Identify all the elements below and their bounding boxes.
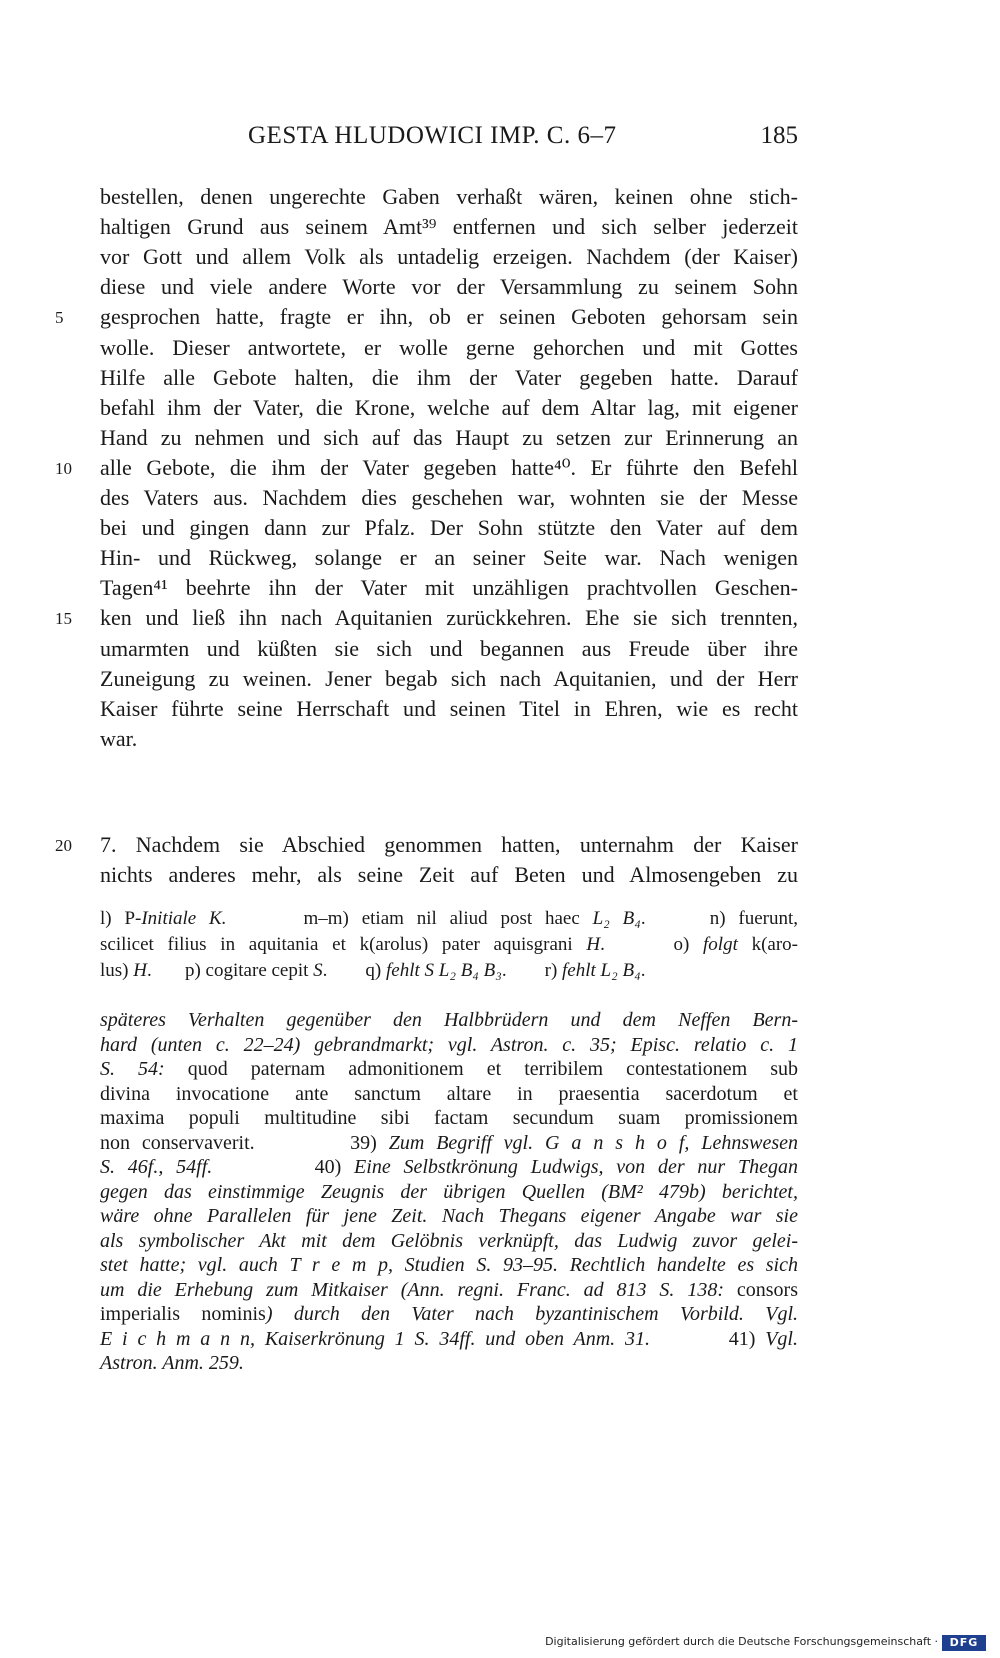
text-line: diese und viele andere Worte vor der Versammlung zu seinem Sohn [100, 274, 798, 300]
text-line: Tagen⁴¹ beehrte ihn der Vater mit unzähligen prachtvollen Geschen- [100, 575, 798, 601]
note-line: gegen das einstimmige Zeugnis der übrigen Quellen (BM² 479b) berichtet, [100, 1180, 798, 1203]
note-line: Astron. Anm. 259. [100, 1352, 244, 1374]
text-line: Zuneigung zu weinen. Jener begab sich nach Aquitanien, und der Herr [100, 665, 798, 691]
line-number: 5 [55, 308, 64, 328]
text-line: nichts anderes mehr, als seine Zeit auf Beten und Almosengeben zu [100, 862, 798, 887]
text-line: Hin- und Rückweg, solange er an seiner Seite war. Nach wenigen [100, 545, 798, 571]
text-line: alle Gebote, die ihm der Vater gegeben hatte⁴⁰. Er führte den Befehl [100, 454, 798, 480]
text-line: des Vaters aus. Nachdem dies geschehen war, wohnten sie der Messe [100, 485, 798, 510]
note-line: non conservaverit. 39) Zum Begriff vgl. G a n s h o f, Lehnswesen [100, 1131, 798, 1154]
note-line: maxima populi multitudine sibi factam secundum suam promissionem [100, 1107, 798, 1129]
text-line: Hilfe alle Gebote halten, die ihm der Vater gegeben hatte. Darauf [100, 364, 798, 390]
variant-line: l) P-Initiale K. m–m) etiam nil aliud post haec L₂ B₄. n) fuerunt, [100, 908, 799, 929]
note-line: um die Erhebung zum Mitkaiser (Ann. regni. Franc. ad 813 S. 138: consors [100, 1278, 798, 1301]
note-line: divina invocatione ante sanctum altare in praesentia sacerdotum et [100, 1082, 798, 1105]
note-line: S. 54: quod paternam admonitionem et terribilem contestationem sub [100, 1058, 798, 1080]
text-line: wolle. Dieser antwortete, er wolle gerne gehorchen und mit Gottes [100, 334, 798, 360]
note-line: imperialis nominis) durch den Vater nach byzantinischem Vorbild. Vgl. [100, 1303, 798, 1325]
line-number: 10 [55, 458, 72, 478]
note-line: stet hatte; vgl. auch T r e m p, Studien S. 93–95. Rechtlich handelte es sich [100, 1254, 798, 1276]
text-line: bestellen, denen ungerechte Gaben verhaßt wären, keinen ohne stich- [100, 184, 798, 209]
text-line: 7. Nachdem sie Abschied genommen hatten, unternahm der Kaiser [100, 832, 798, 857]
text-line: war. [100, 725, 138, 751]
variant-line: scilicet filius in aquitania et k(arolus) pater aquisgrani H. o) folgt k(aro- [100, 934, 799, 955]
text-line: gesprochen hatte, fragte er ihn, ob er seinen Geboten gehorsam sein [100, 304, 798, 330]
text-line: befahl ihm der Vater, die Krone, welche auf dem Altar lag, mit eigener [100, 394, 798, 420]
note-line: späteres Verhalten gegenüber den Halbbrüdern und dem Neffen Bern- [100, 1009, 798, 1031]
note-line: S. 46f., 54ff. 40) Eine Selbstkrönung Ludwigs, von der nur Thegan [100, 1156, 798, 1178]
line-number: 15 [55, 609, 72, 629]
page-number: 185 [760, 122, 798, 149]
variant-line: lus) H. p) cogitare cepit S. q) fehlt S L₂ B₄ B₃. r) fehlt L₂ B₄. [100, 960, 646, 981]
digitization-credit: Digitalisierung gefördert durch die Deutsche Forschungsgemeinschaft · [545, 1635, 938, 1648]
text-line: haltigen Grund aus seinem Amt³⁹ entfernen und sich selber jederzeit [100, 214, 798, 240]
text-line: umarmten und küßten sie sich und begannen aus Freude über ihre [100, 635, 798, 661]
variant-apparatus [100, 906, 798, 984]
text-line: Hand zu nehmen und sich auf das Haupt zu setzen zur Erinnerung an [100, 424, 798, 450]
text-line: bei und gingen dann zur Pfalz. Der Sohn stützte den Vater auf dem [100, 515, 798, 541]
text-line: ken und ließ ihn nach Aquitanien zurückkehren. Ehe sie sich trennten, [100, 605, 798, 631]
running-title: GESTA HLUDOWICI IMP. C. 6–7 [248, 122, 617, 149]
dfg-logo: DFG [942, 1635, 986, 1651]
note-line: E i c h m a n n, Kaiserkrönung 1 S. 34ff. und oben Anm. 31. 41) Vgl. [100, 1327, 798, 1350]
note-line: hard (unten c. 22–24) gebrandmarkt; vgl. Astron. c. 35; Episc. relatio c. 1 [100, 1033, 798, 1056]
note-line: als symbolischer Akt mit dem Gelöbnis verknüpft, das Ludwig zuvor gelei- [100, 1229, 798, 1252]
commentary-notes [100, 1008, 798, 1376]
text-line: Kaiser führte seine Herrschaft und seinen Titel in Ehren, wie es recht [100, 695, 798, 721]
note-line: wäre ohne Parallelen für jene Zeit. Nach Thegans eigener Angabe war sie [100, 1205, 798, 1227]
text-line: vor Gott und allem Volk als untadelig erzeigen. Nachdem (der Kaiser) [100, 244, 798, 270]
line-number: 20 [55, 836, 72, 855]
running-header [100, 122, 798, 162]
